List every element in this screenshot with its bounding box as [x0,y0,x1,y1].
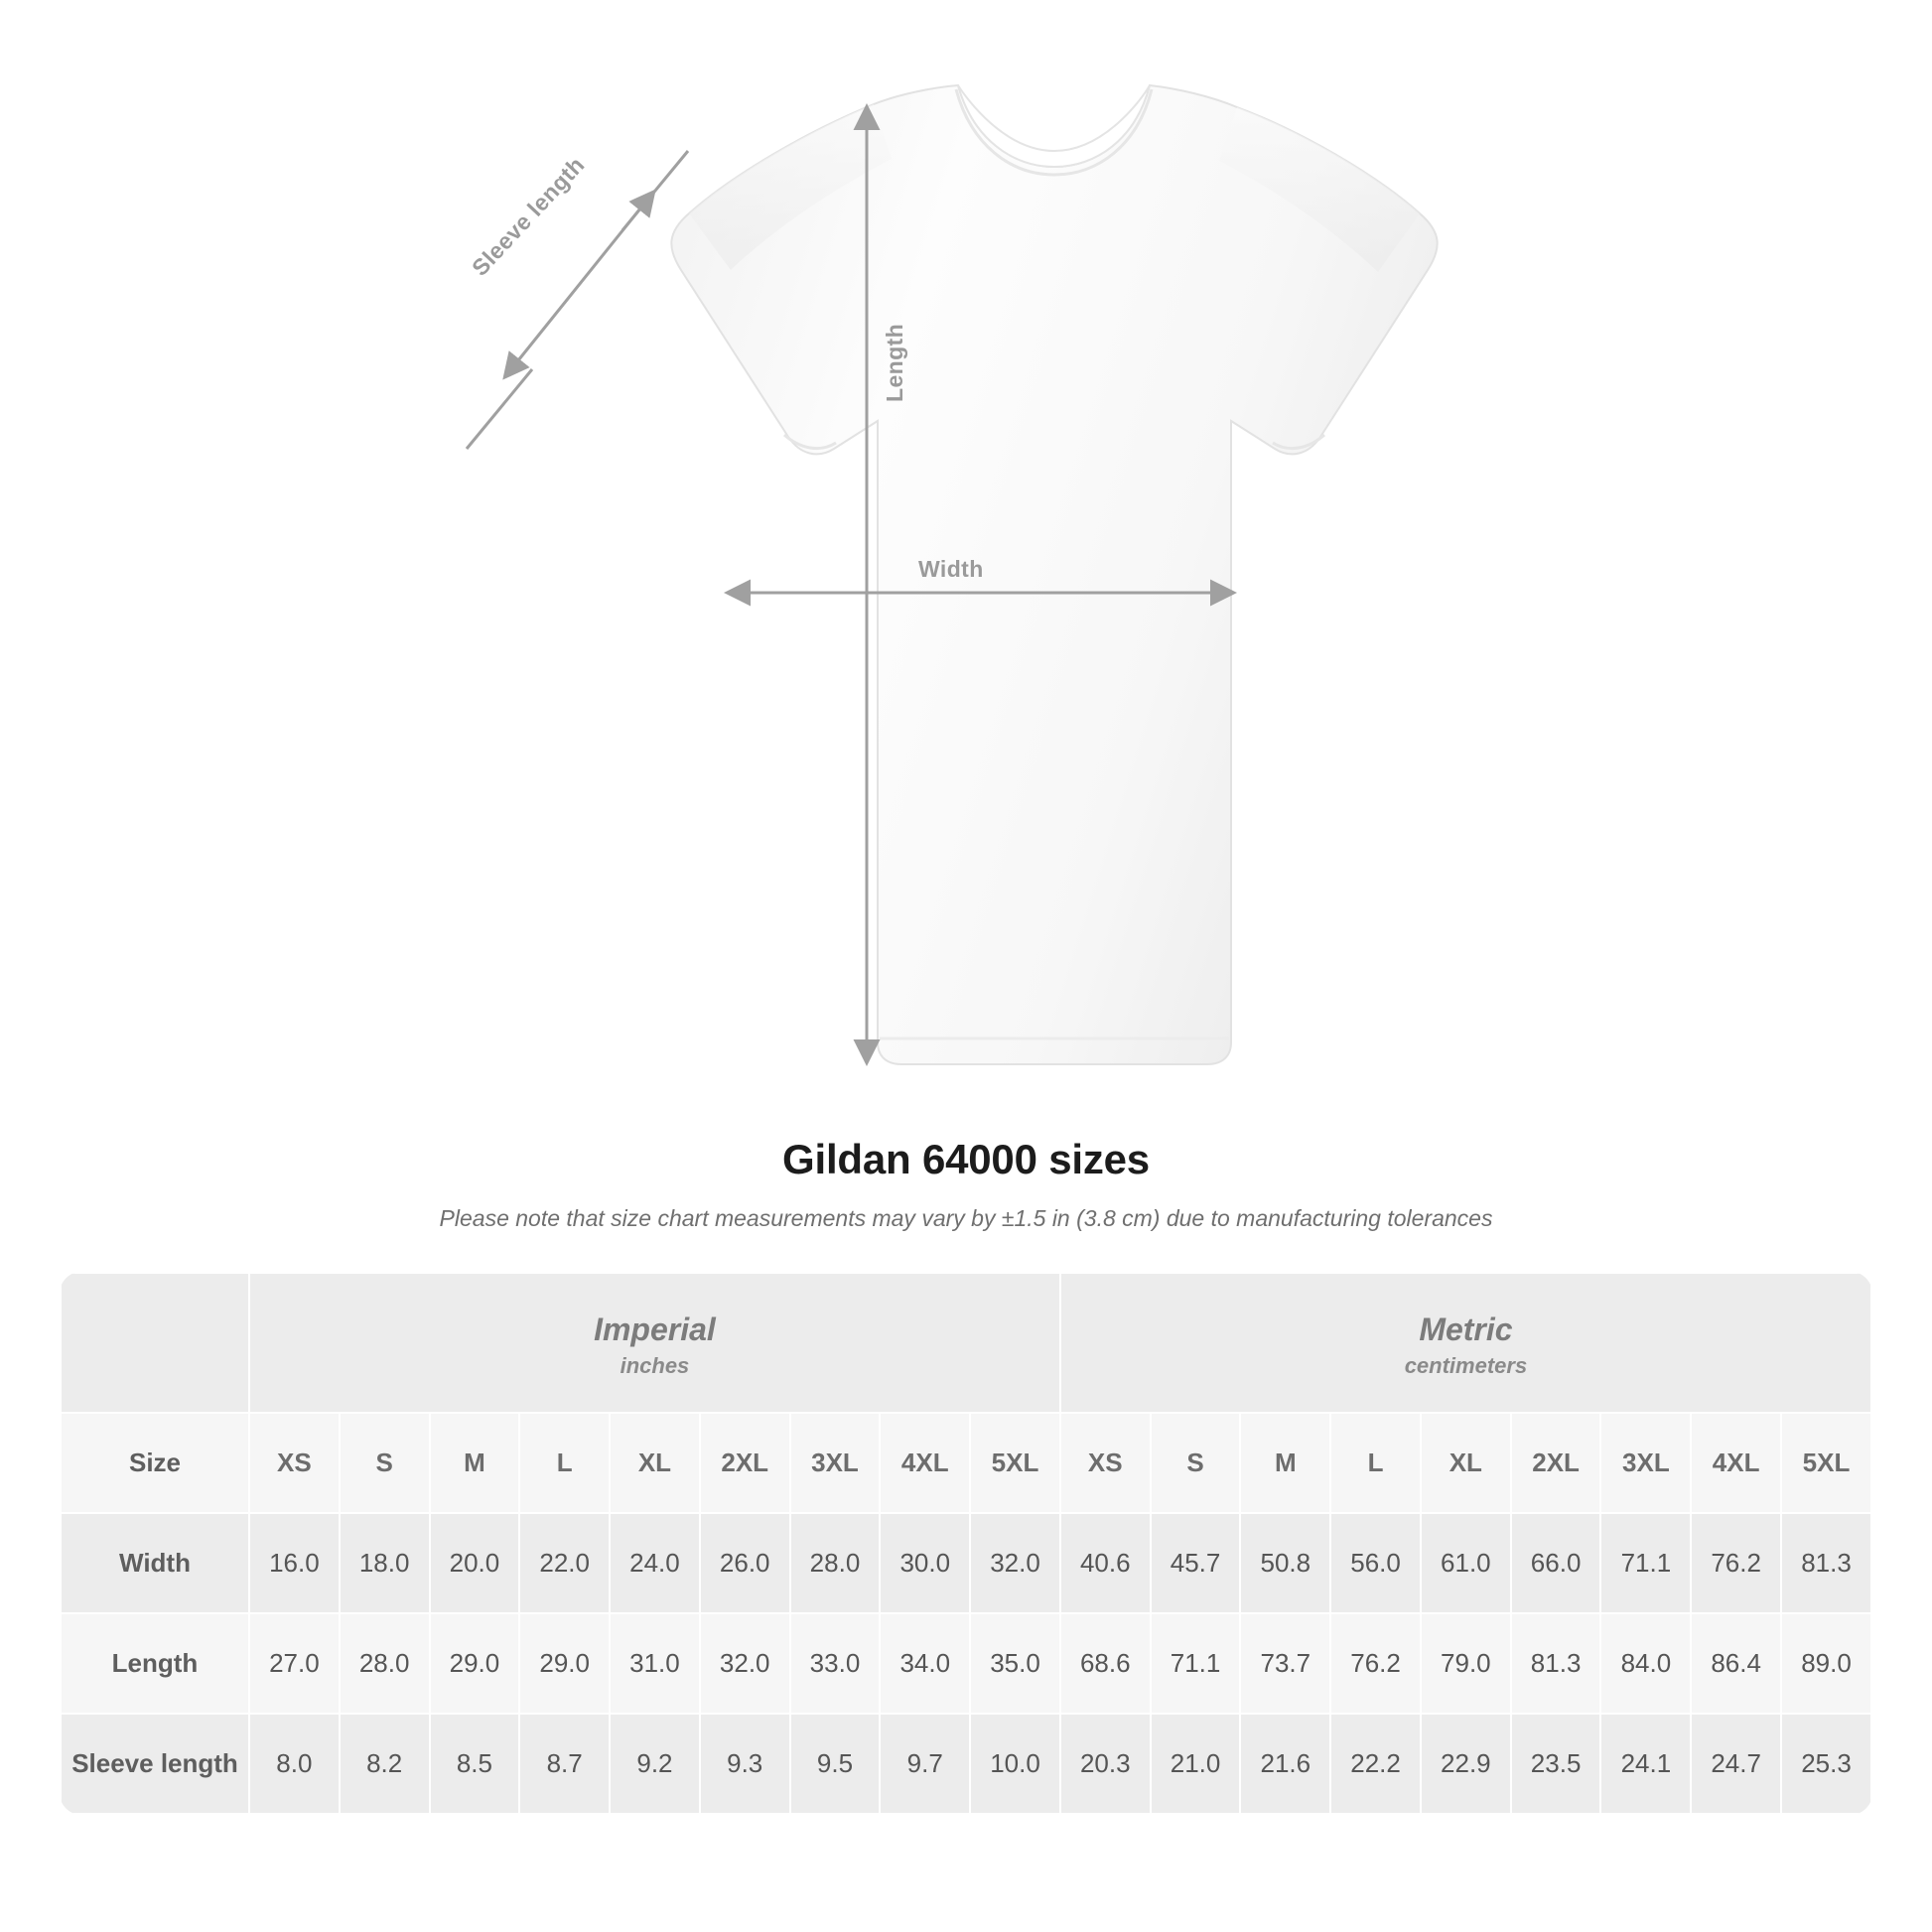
size-cell: 2XL [700,1413,790,1513]
row-label-width: Width [61,1513,249,1613]
size-cell: 5XL [970,1413,1060,1513]
size-chart-table-area [60,1272,1872,1815]
measurement-cell: 8.7 [519,1714,610,1814]
sleeve-dimension-arrow [467,151,688,449]
measurement-cell: 89.0 [1781,1613,1871,1714]
measurement-cell: 21.6 [1240,1714,1330,1814]
imperial-header [249,1273,1060,1413]
size-cell: 4XL [1691,1413,1781,1513]
measurement-cell: 71.1 [1151,1613,1241,1714]
size-cell: 3XL [1600,1413,1691,1513]
measurement-cell: 32.0 [970,1513,1060,1613]
measurement-cell: 28.0 [790,1513,881,1613]
measurement-cell: 9.2 [610,1714,700,1814]
size-cell: XS [249,1413,340,1513]
size-cell: 4XL [880,1413,970,1513]
measurement-cell: 20.0 [430,1513,520,1613]
measurement-cell: 16.0 [249,1513,340,1613]
measurement-cell: 84.0 [1600,1613,1691,1714]
size-cell: S [1151,1413,1241,1513]
measurement-cell: 76.2 [1691,1513,1781,1613]
measurement-cell: 18.0 [340,1513,430,1613]
measurement-cell: 20.3 [1060,1714,1151,1814]
imperial-subtitle: inches [620,1353,690,1378]
measurement-cell: 40.6 [1060,1513,1151,1613]
measurement-cell: 81.3 [1781,1513,1871,1613]
unit-header-row [61,1273,1871,1413]
measurement-cell: 22.2 [1330,1714,1421,1814]
table-row [61,1613,1871,1714]
measurement-cell: 66.0 [1511,1513,1601,1613]
measurement-cell: 22.9 [1421,1714,1511,1814]
measurement-cell: 29.0 [519,1613,610,1714]
measurement-cell: 9.5 [790,1714,881,1814]
size-cell: 5XL [1781,1413,1871,1513]
measurement-cell: 8.5 [430,1714,520,1814]
measurement-cell: 23.5 [1511,1714,1601,1814]
measurement-cell: 24.0 [610,1513,700,1613]
measurement-cell: 22.0 [519,1513,610,1613]
measurement-cell: 45.7 [1151,1513,1241,1613]
size-cell: L [1330,1413,1421,1513]
size-cell: M [430,1413,520,1513]
size-label-cell: Size [61,1413,249,1513]
length-label: Length [882,323,907,402]
sleeve-length-label: Sleeve length [467,151,590,281]
measurement-cell: 50.8 [1240,1513,1330,1613]
measurement-cell: 24.7 [1691,1714,1781,1814]
size-chart-table [60,1272,1872,1815]
imperial-title: Imperial [594,1311,716,1347]
row-label-length: Length [61,1613,249,1714]
measurement-cell: 76.2 [1330,1613,1421,1714]
table-row [61,1513,1871,1613]
measurement-cell: 68.6 [1060,1613,1151,1714]
measurement-cell: 10.0 [970,1714,1060,1814]
measurement-cell: 61.0 [1421,1513,1511,1613]
width-label: Width [918,556,984,582]
measurement-cell: 30.0 [880,1513,970,1613]
size-cell: XL [610,1413,700,1513]
tshirt-shape [671,85,1437,1064]
size-header-row [61,1413,1871,1513]
size-cell: S [340,1413,430,1513]
measurement-cell: 79.0 [1421,1613,1511,1714]
chart-heading [0,1136,1932,1232]
measurement-cell: 86.4 [1691,1613,1781,1714]
measurement-cell: 8.0 [249,1714,340,1814]
measurement-cell: 27.0 [249,1613,340,1714]
size-cell: L [519,1413,610,1513]
size-cell: XL [1421,1413,1511,1513]
row-label-sleeve-length: Sleeve length [61,1714,249,1814]
table-corner-cell [61,1273,249,1413]
measurement-cell: 25.3 [1781,1714,1871,1814]
measurement-cell: 35.0 [970,1613,1060,1714]
metric-header [1060,1273,1871,1413]
measurement-cell: 28.0 [340,1613,430,1714]
metric-subtitle: centimeters [1404,1353,1528,1378]
measurement-cell: 8.2 [340,1714,430,1814]
table-row [61,1714,1871,1814]
measurement-cell: 24.1 [1600,1714,1691,1814]
measurement-cell: 81.3 [1511,1613,1601,1714]
page-title: Gildan 64000 sizes [782,1136,1150,1182]
measurement-cell: 9.7 [880,1714,970,1814]
size-cell: XS [1060,1413,1151,1513]
measurement-cell: 73.7 [1240,1613,1330,1714]
measurement-cell: 34.0 [880,1613,970,1714]
measurement-cell: 32.0 [700,1613,790,1714]
measurement-cell: 56.0 [1330,1513,1421,1613]
measurement-cell: 21.0 [1151,1714,1241,1814]
metric-title: Metric [1419,1311,1513,1347]
measurement-cell: 71.1 [1600,1513,1691,1613]
size-cell: 2XL [1511,1413,1601,1513]
measurement-cell: 33.0 [790,1613,881,1714]
measurement-cell: 31.0 [610,1613,700,1714]
measurement-cell: 29.0 [430,1613,520,1714]
measurement-cell: 9.3 [700,1714,790,1814]
size-cell: 3XL [790,1413,881,1513]
size-cell: M [1240,1413,1330,1513]
measurement-cell: 26.0 [700,1513,790,1613]
tolerance-note: Please note that size chart measurements may vary by ±1.5 in (3.8 cm) due to manufacturing tolerances [439,1205,1493,1231]
